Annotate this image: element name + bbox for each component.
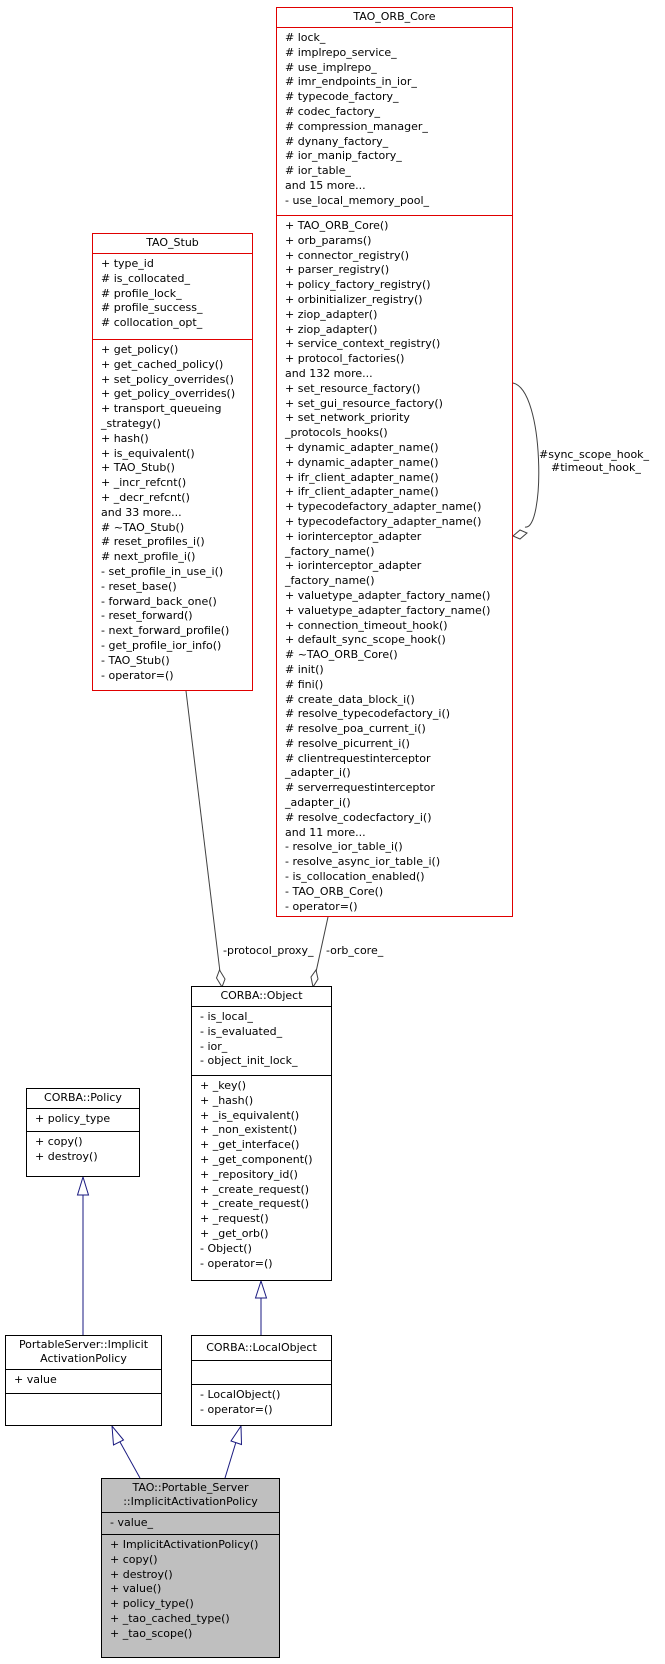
class-member: + destroy() [110, 1567, 173, 1581]
edge-inherit-policy-arrow [78, 1177, 89, 1195]
class-member: # profile_lock_ [101, 286, 182, 300]
class-title-line: ActivationPolicy [40, 1352, 127, 1365]
class-member: + _hash() [200, 1093, 254, 1107]
class-member: + get_policy_overrides() [101, 387, 236, 401]
class-member: + _request() [200, 1212, 269, 1226]
class-member: + _key() [200, 1079, 247, 1092]
class-member: + parser_registry() [285, 263, 390, 277]
class-title: CORBA::Object [220, 989, 303, 1002]
class-member: + set_resource_factory() [285, 381, 421, 395]
class-member: + get_cached_policy() [101, 357, 224, 371]
class-member: - next_forward_profile() [101, 624, 230, 638]
class-member: + valuetype_adapter_factory_name() [285, 588, 491, 602]
class-member: - is_collocation_enabled() [285, 870, 425, 884]
class-member: + set_policy_overrides() [101, 372, 234, 386]
class-member: _factory_name() [285, 574, 375, 588]
class-member: + TAO_Stub() [101, 461, 175, 475]
class-member: + _decr_refcnt() [101, 490, 190, 504]
class-member: and 33 more... [101, 505, 182, 519]
class-member: + hash() [101, 431, 149, 445]
class-member: # typecode_factory_ [285, 90, 399, 104]
class-title: CORBA::LocalObject [206, 1341, 317, 1354]
class-member: + protocol_factories() [285, 352, 405, 366]
class-member: _factory_name() [285, 544, 375, 558]
edge-protocol-proxy-diamond [217, 970, 226, 987]
attributes-section [6, 1369, 161, 1393]
class-member: + _non_existent() [200, 1123, 298, 1137]
class-member: + iorinterceptor_adapter [285, 529, 422, 543]
class-member: # imr_endpoints_in_ior_ [285, 75, 417, 89]
class-title: CORBA::Policy [44, 1091, 122, 1104]
attributes-section [192, 1360, 331, 1384]
class-member: + _get_interface() [200, 1138, 300, 1152]
class-member: # implrepo_service_ [285, 45, 397, 59]
class-portable-server-implicit-activation-policy[interactable] [5, 1335, 162, 1426]
class-corba-localobject[interactable] [191, 1335, 332, 1426]
edge-inherit-ps-iap [120, 1442, 140, 1478]
label-protocol-proxy: -protocol_proxy_ [223, 944, 314, 957]
class-corba-object[interactable] [191, 986, 332, 1281]
class-member: # codec_factory_ [285, 104, 381, 118]
class-member: + get_policy() [101, 343, 179, 356]
attributes-section [93, 253, 252, 339]
operations-section [192, 1075, 331, 1274]
class-member: + _create_request() [200, 1182, 310, 1196]
class-member: + ifr_client_adapter_name() [285, 470, 439, 484]
class-member: + connector_registry() [285, 248, 410, 262]
class-member: + default_sync_scope_hook() [285, 633, 446, 647]
class-member: # init() [285, 662, 324, 676]
class-member: and 15 more... [285, 178, 366, 192]
class-member: # resolve_codecfactory_i() [285, 810, 432, 824]
edge-self-hooks [513, 383, 539, 527]
class-title-line: TAO::Portable_Server [132, 1481, 249, 1494]
class-member: - reset_base() [101, 579, 177, 593]
class-member: # ~TAO_Stub() [101, 520, 185, 534]
class-member: + policy_type() [110, 1597, 194, 1611]
class-member: - value_ [110, 1516, 154, 1529]
edge-inherit-object-arrow [256, 1281, 267, 1298]
class-member: - operator=() [200, 1256, 273, 1270]
class-member: _adapter_i() [285, 796, 351, 810]
class-member: + dynamic_adapter_name() [285, 455, 439, 469]
label-sync-scope-hook: #sync_scope_hook_ [539, 448, 650, 461]
class-member: - is_evaluated_ [200, 1024, 283, 1038]
edge-self-hooks-diamond [513, 530, 527, 539]
class-member: - get_profile_ior_info() [101, 638, 222, 652]
class-member: + set_network_priority [285, 411, 410, 425]
class-member: and 132 more... [285, 366, 373, 380]
class-member: + _tao_scope() [110, 1626, 193, 1640]
edge-inherit-localobject [225, 1442, 236, 1478]
class-member: - resolve_ior_table_i() [285, 840, 403, 854]
class-title [6, 1336, 161, 1369]
class-member: + ziop_adapter() [285, 322, 378, 336]
class-member: + _get_component() [200, 1152, 313, 1166]
class-member: + value() [110, 1582, 162, 1596]
class-member: # ior_table_ [285, 164, 351, 178]
class-member: # use_implrepo_ [285, 60, 377, 74]
class-member: _adapter_i() [285, 766, 351, 780]
attributes-section [102, 1512, 279, 1534]
class-member: - use_local_memory_pool_ [285, 193, 430, 207]
class-member: - operator=() [200, 1402, 273, 1416]
class-member: # resolve_picurrent_i() [285, 736, 410, 750]
class-member: # ~TAO_ORB_Core() [285, 648, 398, 662]
class-member: - set_profile_in_use_i() [101, 564, 224, 578]
class-member: + orbinitializer_registry() [285, 292, 423, 306]
class-member: + copy() [35, 1135, 83, 1148]
class-title [102, 1479, 279, 1512]
class-title: TAO_ORB_Core [353, 10, 436, 23]
class-member: - TAO_ORB_Core() [285, 884, 384, 898]
class-title: TAO_Stub [146, 236, 199, 249]
class-member: # ior_manip_factory_ [285, 149, 402, 163]
class-title-line: PortableServer::Implicit [18, 1338, 149, 1351]
class-member: + iorinterceptor_adapter [285, 559, 422, 573]
class-tao-stub[interactable] [92, 233, 253, 691]
class-member: + connection_timeout_hook() [285, 618, 448, 632]
class-member: + ImplicitActivationPolicy() [110, 1538, 259, 1551]
class-member: + orb_params() [285, 233, 372, 247]
class-member: - operator=() [285, 899, 358, 913]
class-member: # compression_manager_ [285, 119, 428, 133]
class-member: + destroy() [35, 1149, 98, 1163]
class-member: + value [14, 1373, 57, 1386]
attributes-section [27, 1108, 139, 1131]
class-member: + _repository_id() [200, 1167, 298, 1181]
class-member: + is_equivalent() [101, 446, 195, 460]
edge-protocol-proxy [186, 691, 220, 972]
operations-section [102, 1534, 279, 1645]
class-member: - forward_back_one() [101, 594, 217, 608]
class-member: # lock_ [285, 31, 326, 44]
edge-inherit-ps-iap-arrow [112, 1426, 124, 1445]
class-member: + service_context_registry() [285, 337, 441, 351]
operations-section [93, 339, 252, 686]
class-member: # reset_profiles_i() [101, 535, 205, 549]
class-member: + policy_factory_registry() [285, 278, 431, 292]
class-member: - TAO_Stub() [101, 653, 170, 667]
class-member: + typecodefactory_adapter_name() [285, 500, 482, 514]
class-member: # next_profile_i() [101, 550, 196, 564]
class-member: + TAO_ORB_Core() [285, 219, 389, 232]
operations-section [192, 1384, 331, 1421]
class-member: and 11 more... [285, 825, 366, 839]
class-member: - reset_forward() [101, 609, 193, 623]
class-member: + _is_equivalent() [200, 1108, 300, 1122]
class-title-line: ::ImplicitActivationPolicy [123, 1495, 258, 1508]
class-member: + dynamic_adapter_name() [285, 440, 439, 454]
class-member: # profile_success_ [101, 301, 203, 315]
class-member: - ior_ [200, 1039, 228, 1053]
class-tao-implicit-activation-policy[interactable] [101, 1478, 280, 1658]
class-member: # resolve_typecodefactory_i() [285, 707, 451, 721]
class-member: + policy_type [35, 1112, 111, 1125]
class-member: _strategy() [101, 416, 161, 430]
class-member: + transport_queueing [101, 402, 222, 416]
operations-section [6, 1393, 161, 1417]
class-member: # create_data_block_i() [285, 692, 415, 706]
class-member: + valuetype_adapter_factory_name() [285, 603, 491, 617]
class-member: # collocation_opt_ [101, 316, 203, 330]
class-member: _protocols_hooks() [285, 426, 388, 440]
edge-orb-core-diamond [311, 970, 318, 987]
class-member: - Object() [200, 1241, 252, 1255]
operations-section [277, 215, 512, 917]
class-member: + ziop_adapter() [285, 307, 378, 321]
class-member: # dynany_factory_ [285, 134, 389, 148]
class-member: - is_local_ [200, 1010, 253, 1023]
class-member: + ifr_client_adapter_name() [285, 485, 439, 499]
class-member: + _create_request() [200, 1197, 310, 1211]
class-member: - resolve_async_ior_table_i() [285, 855, 441, 869]
class-member: + typecodefactory_adapter_name() [285, 514, 482, 528]
class-member: - object_init_lock_ [200, 1054, 298, 1068]
class-member: + _tao_cached_type() [110, 1611, 230, 1625]
class-corba-policy[interactable] [26, 1088, 140, 1177]
class-member: - operator=() [101, 668, 174, 682]
class-member: # clientrequestinterceptor [285, 751, 431, 765]
label-orb-core: -orb_core_ [326, 944, 384, 957]
class-member: - LocalObject() [200, 1388, 281, 1401]
operations-section [27, 1131, 139, 1168]
class-tao-orb-core[interactable] [276, 7, 513, 917]
class-member: # fini() [285, 677, 324, 691]
class-member: # resolve_poa_current_i() [285, 722, 426, 736]
label-timeout-hook: #timeout_hook_ [551, 461, 641, 474]
attributes-section [192, 1006, 331, 1075]
attributes-section [277, 27, 512, 215]
class-member: + _incr_refcnt() [101, 476, 187, 490]
class-member: + copy() [110, 1552, 158, 1566]
class-member: + set_gui_resource_factory() [285, 396, 443, 410]
class-member: + _get_orb() [200, 1226, 269, 1240]
edge-inherit-localobject-arrow [231, 1426, 242, 1445]
class-member: + type_id [101, 257, 154, 270]
class-member: # is_collocated_ [101, 271, 190, 285]
class-member: # serverrequestinterceptor [285, 781, 435, 795]
